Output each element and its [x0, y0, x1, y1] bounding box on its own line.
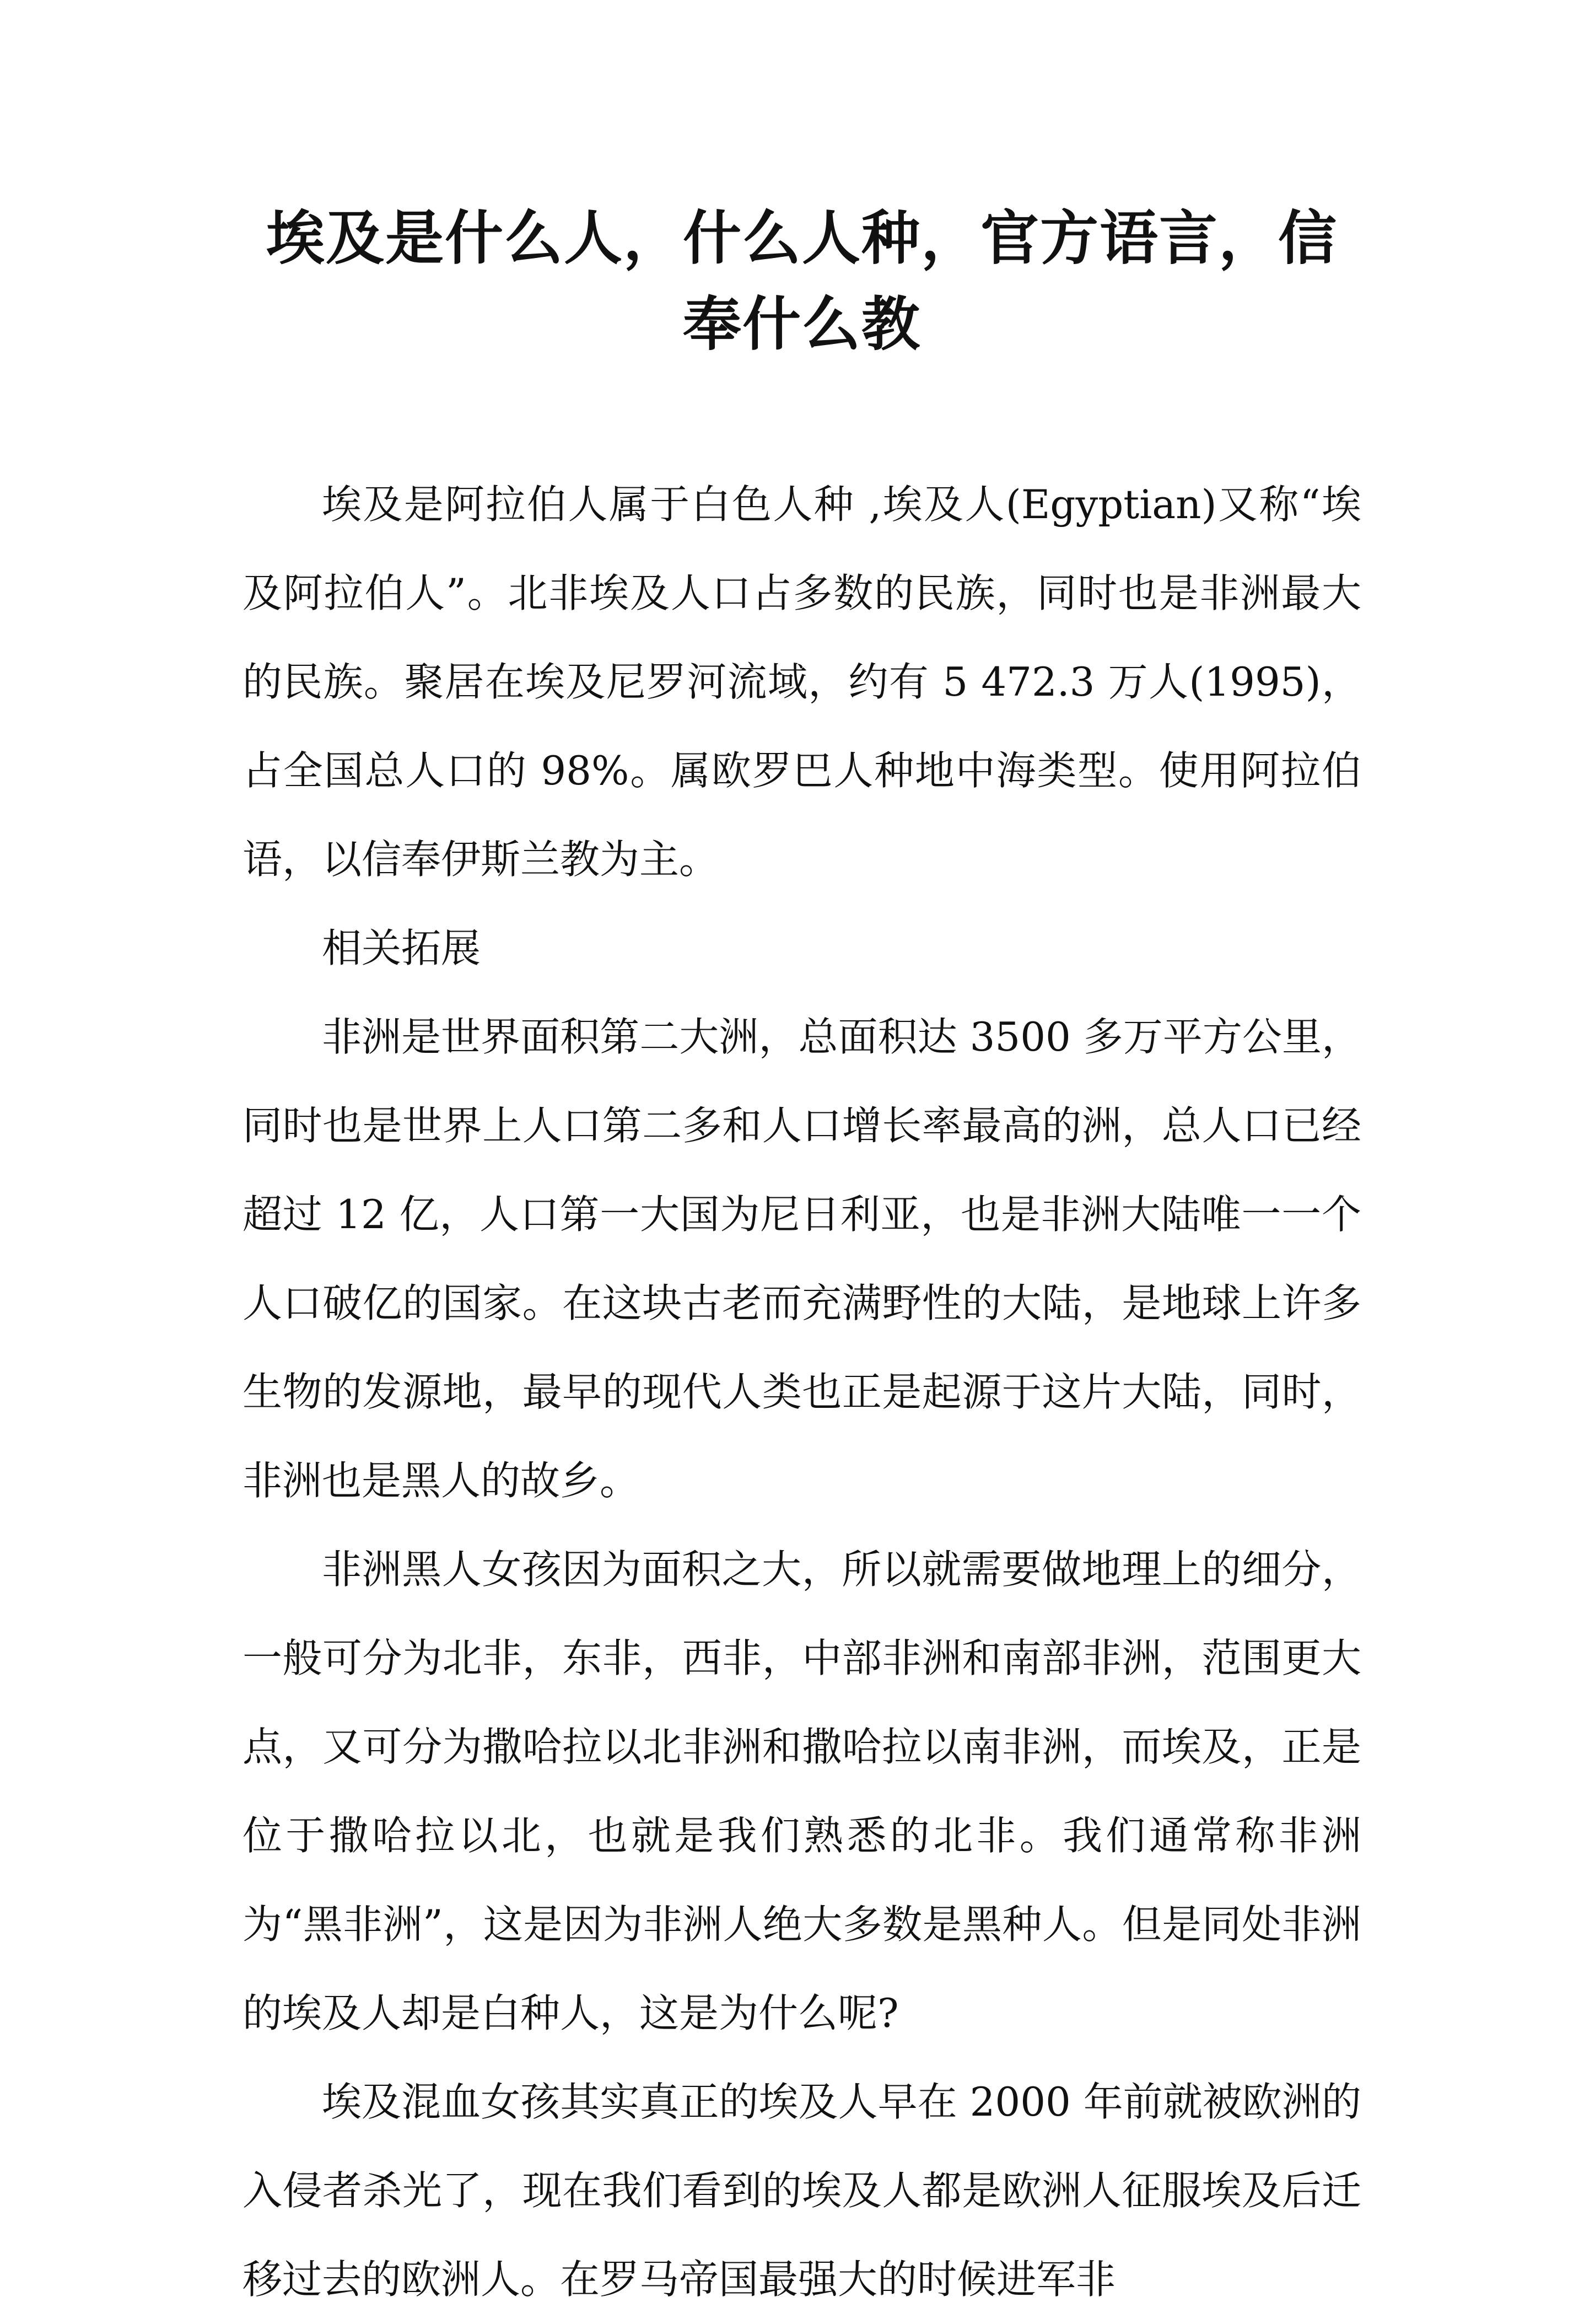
document-body [243, 460, 1361, 2324]
paragraph: 埃及混血女孩其实真正的埃及人早在 2000 年前就被欧洲的入侵者杀光了，现在我们看到的埃及人都是欧洲人征服埃及后迁移过去的欧洲人。在罗马帝国最强大的时候进军非 [243, 2079, 1361, 2303]
paragraph: 非洲是世界面积第二大洲，总面积达 3500 多万平方公里，同时也是世界上人口第二多和人口增长率最高的洲，总人口已经超过 12 亿，人口第一大国为尼日利亚，也是非洲大陆唯一一个人口破亿的国家。在这块古老而充满野性的大陆，是地球上许多生物的发源地，最早的现代人类也正是起源于这片大陆，同时，非洲也是黑人的故乡。 [243, 1014, 1361, 1504]
paragraph: 非洲黑人女孩因为面积之大，所以就需要做地理上的细分，一般可分为北非，东非，西非，中部非洲和南部非洲，范围更大点，又可分为撒哈拉以北非洲和撒哈拉以南非洲，而埃及，正是位于撒哈拉以北，也就是我们熟悉的北非。我们通常称非洲为“黑非洲”，这是因为非洲人绝大多数是黑种人。但是同处非洲的埃及人却是白种人，这是为什么呢? [243, 1546, 1361, 2036]
document-title: 埃及是什么人，什么人种，官方语言，信奉什么教 [266, 205, 1338, 358]
paragraph: 相关拓展 [322, 925, 481, 971]
paragraph: 埃及是阿拉伯人属于白色人种 ,埃及人(Egyptian)又称“埃及阿拉伯人”。北非埃及人口占多数的民族，同时也是非洲最大的民族。聚居在埃及尼罗河流域，约有 5 472.3 万人(1995)，占全国总人口的 98%。属欧罗巴人种地中海类型。使用阿拉伯语，以信奉伊斯兰教为主。 [243, 481, 1361, 883]
